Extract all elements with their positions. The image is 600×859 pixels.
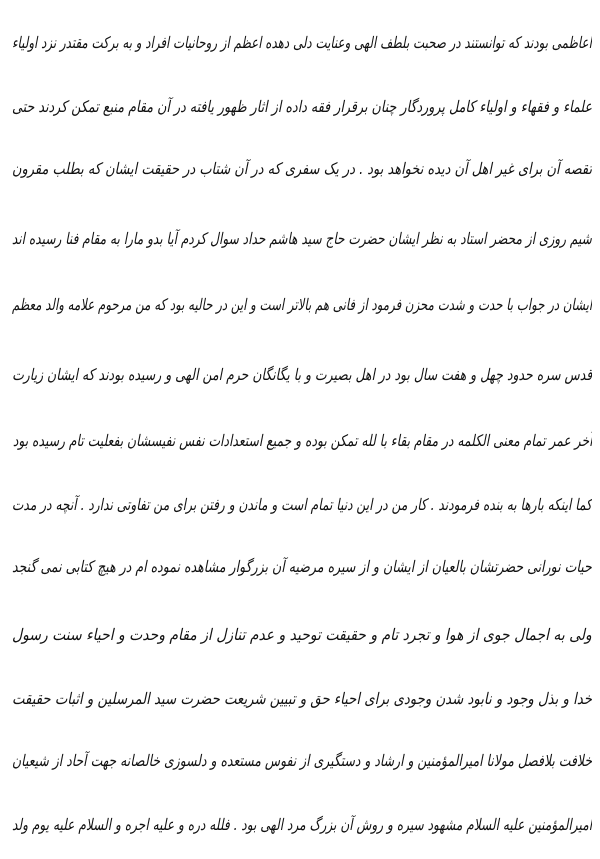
- text-line-6: [8, 346, 592, 402]
- text-line-11: [8, 670, 592, 726]
- text-line-6-content: قدس سره حدود چهل و هفت سال بود در اهل بصیرت و با یگانگان حرم امن الهی و رسیده بودند که ایشان زیارت: [11, 364, 592, 384]
- text-line-12-content: خلافت بلافصل مولانا امیرالمؤمنین و ارشاد و دستگیری از نفوس مستعده و دلسوزی خالصانه جهت آحاد از شیعیان: [12, 750, 592, 770]
- text-line-3: [8, 140, 592, 196]
- text-line-4-content: شیم روزی از محضر استاد به نظر ایشان حضرت حاج سید هاشم حداد سوال کردم آیا بدو مارا به مقام فنا رسیده اند: [12, 228, 592, 248]
- handwritten-text-block: [8, 10, 592, 855]
- text-line-1-content: اعاظمی بودند که توانستند در صحبت بلطف الهی وعنایت دلی دهده اعظم از روحانیات افراد و به برکت مقتدر نزد اولیاء: [12, 32, 592, 52]
- text-line-7-content: آخر عمر تمام معنی الکلمه در مقام بقاء با لله تمکن بوده و جمیع استعدادات نفس نفیسشان بفعلیت تام رسیده بود: [12, 430, 592, 450]
- text-line-9-content: حیات نورانی حضرتشان بالعیان از ایشان و از سیره مرضیه آن بزرگوار مشاهده نموده ام در هیچ کتابی نمی گنجد: [12, 556, 592, 576]
- text-line-8: [8, 476, 592, 532]
- text-line-7: [8, 412, 592, 468]
- text-line-5: [8, 276, 592, 332]
- text-line-11-content: خدا و بذل وجود و نابود شدن وجودی برای احیاء حق و تبیین شریعت حضرت سید المرسلین و اثبات حقیقت: [11, 688, 592, 708]
- text-line-3-content: تقصه آن برای غیر اهل آن دیده نخواهد بود . در یک سفری که در آن شتاب در حقیقت ایشان که بطلب مقرون: [11, 158, 592, 178]
- text-line-5-content: ایشان در جواب با حدت و شدت محزن فرمود از فانی هم بالاتر است و این در حالیه بود که من مرحوم علامه والد معظم: [11, 294, 592, 314]
- text-line-13: [8, 796, 592, 852]
- text-line-4: [8, 210, 592, 266]
- text-line-2-content: علماء و فقهاء و اولیاء کامل پروردگار چنان برقرار فقه داده از اثار ظهور یافته در آن مقام منبع تمکن کردند حتی: [11, 96, 592, 116]
- text-line-2: [8, 78, 592, 134]
- text-line-10-content: ولی به اجمال جوی از هوا و تجرد تام و حقیقت توحید و عدم تنازل از مقام وحدت و احیاء سنت رسول: [12, 624, 592, 644]
- text-line-8-content: کما اینکه بارها به بنده فرمودند . کار من در این دنیا تمام است و ماندن و رفتن برای من تفاوتی ندارد . آنچه در مدت: [12, 494, 592, 514]
- text-line-1: [8, 14, 592, 70]
- text-line-12: [8, 732, 592, 788]
- text-line-9: [8, 538, 592, 594]
- text-line-10: [8, 606, 592, 662]
- text-line-13-content: امیرالمؤمنین علیه السلام مشهود سیره و روش آن بزرگ مرد الهی بود . فلله دره و علیه اجره و السلام علیه یوم ولد: [11, 814, 592, 834]
